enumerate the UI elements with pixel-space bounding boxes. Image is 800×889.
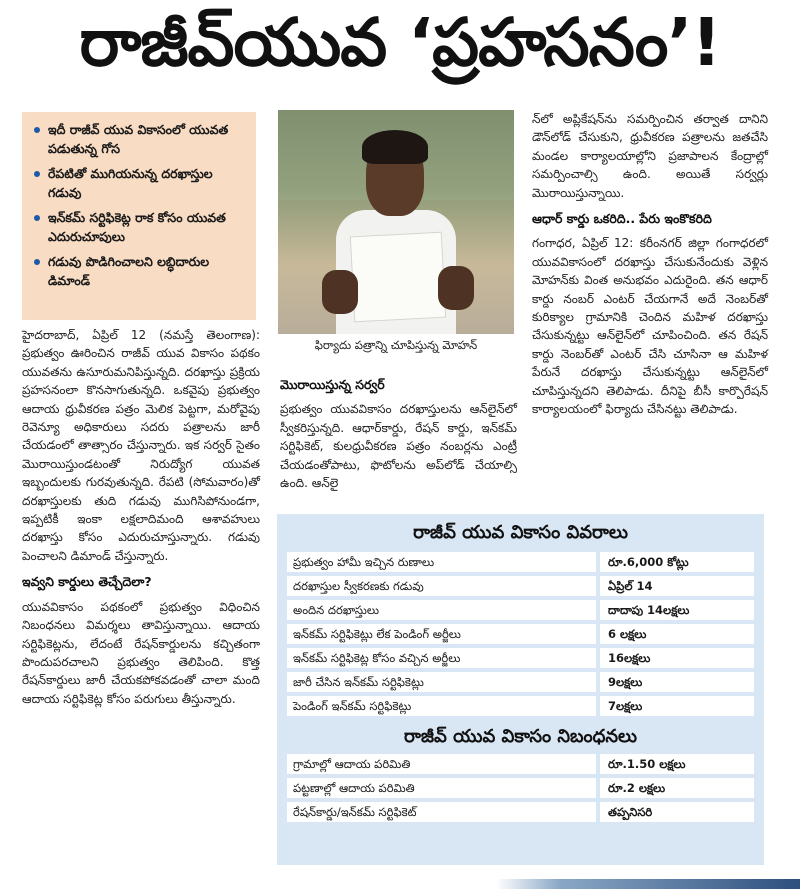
row-label: దరఖాస్తుల స్వీకరణకు గడువు xyxy=(287,576,600,596)
table-row xyxy=(287,624,754,644)
row-label: పెండింగ్ ఇన్‌కమ్ సర్టిఫికెట్లు xyxy=(287,696,600,716)
article-paragraph: గంగాధర, ఏప్రిల్ 12: కరీంనగర్ జిల్లా గంగాధరలో యువవికాసంలో దరఖాస్తు చేసుకునేందుకు వెళ్లిన మోహన్‌కు వింత అనుభవం ఎదురైంది. తన ఆధార్ కార్డు నంబర్ ఎంటర్ చేయగానే అదే నెంబర్‌తో కురిక్యాల గ్రామానికి చెందిన మహిళ దరఖాస్తు చేసుకున్నట్టు ఆన్‌లైన్‌లో చూపించింది. తన రేషన్ కార్డు నెంబర్‌తో ఎంటర్ చేసి చూసినా ఆ మహిళ పేరునే దరఖాస్తు చేసుకున్నట్టు ఆన్‌లైన్‌లో చూపిస్తున్నదని తెలిపాడు. దీనిపై బీసీ కార్పొరేషన్ కార్యాలయంలో ఫిర్యాదు చేసినట్టు తెలిపాడు. xyxy=(532,236,768,417)
article-column-3 xyxy=(532,110,768,419)
article-intro: హైదరాబాద్, ఏప్రిల్ 12 (నమస్తే తెలంగాణ): ప్రభుత్వం ఊరించిన రాజీవ్ యువ వికాసం పథకం యువతను ఉసూరుమనిపిస్తున్నది. దరఖాస్తు ప్రక్రియ ప్రహసనంలా కొనసాగుతున్నది. ఒకవైపు ప్రభుత్వం ఆదాయ ధ్రువీకరణ పత్రం మెలిక పెట్టగా, మరోవైపు రెవెన్యూ అధికారులు సదరు పత్రాలను జారీ చేయడంలో తాత్సారం చేస్తున్నారు. ఇక సర్వర్ సైతం మొరాయిస్తుండటంతో నిరుద్యోగ యువత ఇబ్బందులకు గురవుతున్నది. రేపటి (సోమవారం)తో దరఖాస్తులకు తుది గడువు ముగిసిపోనుండగా, ఇప్పటికీ ఇంకా లక్షలాదిమంది ఆశావహులు దరఖాస్తు కోసం ఎదురుచూస్తున్నారు. గడువు పెంచాలని డిమాండ్ చేస్తున్నారు. xyxy=(22,328,260,563)
highlights-box xyxy=(22,112,256,320)
row-value: 9లక్షలు xyxy=(608,675,643,689)
table-row xyxy=(287,754,754,774)
section-subhead: ఇవ్వని కార్డులు తెచ్చేదెలా? xyxy=(22,574,152,590)
article-column-2 xyxy=(280,368,517,492)
highlight-text: ఇన్‌కమ్ సర్టిఫికెట్ల రాక కోసం యువత ఎదురుచూపులు xyxy=(48,210,226,244)
highlight-text: ఇదీ రాజీవ్ యువ వికాసంలో యువత పడుతున్న గోస xyxy=(48,122,229,156)
highlight-text: గడువు పొడిగించాలని లబ్ధిదారుల డిమాండ్ xyxy=(48,254,210,288)
row-value: ఏప్రిల్ 14 xyxy=(608,579,653,593)
article-paragraph: యువవికాసం పథకంలో ప్రభుత్వం విధించిన నిబంధనలు విమర్శలు తావిస్తున్నాయి. ఆదాయ సర్టిఫికెట్లను, లేదంటే రేషన్‌కార్డులను కచ్చితంగా పొందుపరచాలని ప్రభుత్వం తెలిపింది. కొత్త రేషన్‌కార్డులు జారీ చేయకపోకవడంతో చాలా మంది ఆదాయ సర్టిఫికెట్ల కోసం పరుగులు తీస్తున్నారు. xyxy=(22,599,260,706)
headline: రాజీవ్‌యువ ‘ప్రహసనం’! xyxy=(79,3,721,81)
row-label: అందిన దరఖాస్తులు xyxy=(287,600,600,620)
bullet-dot-icon xyxy=(34,259,40,265)
article-column-1 xyxy=(22,326,260,708)
row-value: తప్పనిసరి xyxy=(608,805,653,819)
row-label: ప్రభుత్వం హామీ ఇచ్చిన రుణాలు xyxy=(287,552,600,572)
photo-complaint-paper xyxy=(350,232,446,323)
highlight-item xyxy=(34,164,248,202)
panel-title: రాజీవ్ యువ వికాసం వివరాలు xyxy=(413,522,628,543)
facts-panel xyxy=(277,514,764,865)
article-paragraph: ప్రభుత్వం యువవికాసం దరఖాస్తులను ఆన్‌లైన్‌లో స్వీకరిస్తున్నది. ఆధార్‌కార్డు, రేషన్ కార్డు, ఇన్‌కమ్ సర్టిఫికెట్, కులధ్రువీకరణ పత్రం నంబర్లను ఎంట్రీ చేయడంతోపాటు, ఫొటోలను అప్‌లోడ్ చేయాల్సి ఉంది. ఆన్‌లై xyxy=(280,402,517,491)
table-row xyxy=(287,778,754,798)
row-label: ఇన్‌కమ్ సర్టిఫికెట్లు లేక పెండింగ్ అర్జీలు xyxy=(287,624,600,644)
bottom-image-strip xyxy=(0,879,800,889)
photo-person-hair xyxy=(362,130,428,164)
row-label: రేషన్‌కార్డు/ఇన్‌కమ్ సర్టిఫికెట్ xyxy=(287,802,600,822)
row-label: గ్రామాల్లో ఆదాయ పరిమితి xyxy=(287,754,600,774)
table-row xyxy=(287,802,754,822)
highlight-item xyxy=(34,208,248,246)
table-row xyxy=(287,576,754,596)
bullet-dot-icon xyxy=(34,215,40,221)
photo-hand-left xyxy=(322,270,358,314)
section-subhead: మొరాయిస్తున్న సర్వర్ xyxy=(280,377,385,392)
row-value: 7లక్షలు xyxy=(608,699,643,713)
photo-caption: ఫిర్యాదు పత్రాన్ని చూపిస్తున్న మోహన్ xyxy=(314,338,478,352)
row-value: రూ.1.50 లక్షలు xyxy=(608,757,686,771)
highlight-item xyxy=(34,120,248,158)
highlight-text: రేపటితో ముగియనున్న దరఖాస్తుల గడువు xyxy=(48,166,213,200)
panel-title: రాజీవ్ యువ వికాసం నిబంధనలు xyxy=(404,726,637,747)
table-row xyxy=(287,552,754,572)
row-value: దాదాపు 14లక్షలు xyxy=(608,603,690,617)
row-value: రూ.2 లక్షలు xyxy=(608,781,666,795)
table-row xyxy=(287,696,754,716)
complainant-photo xyxy=(278,110,514,334)
article-paragraph: న్‌లో అప్లికేషన్‌ను సమర్పించిన తర్వాత దానిని డౌన్‌లోడ్ చేసుకుని, ధ్రువీకరణ పత్రాలను జతచేసి మండల కార్యాలయాల్లోని ప్రజాపాలన కేంద్రాల్లో సమర్పించాల్సి ఉంది. అయితే సర్వర్లు మొరాయిస్తున్నాయి. xyxy=(532,112,768,200)
row-value: 16లక్షలు xyxy=(608,651,651,665)
row-value: 6 లక్షలు xyxy=(608,627,647,641)
table-row xyxy=(287,600,754,620)
highlight-item xyxy=(34,252,248,290)
row-value: రూ.6,000 కోట్లు xyxy=(608,555,689,569)
bullet-dot-icon xyxy=(34,171,40,177)
table-row xyxy=(287,648,754,668)
photo-hand-right xyxy=(438,266,474,310)
row-label: జారీ చేసిన ఇన్‌కమ్ సర్టిఫికెట్లు xyxy=(287,672,600,692)
bullet-dot-icon xyxy=(34,127,40,133)
row-label: ఇన్‌కమ్ సర్టిఫికెట్ల కోసం వచ్చిన అర్జీలు xyxy=(287,648,600,668)
row-label: పట్టణాల్లో ఆదాయ పరిమితి xyxy=(287,778,600,798)
section-subhead: ఆధార్ కార్డు ఒకరిది.. పేరు ఇంకొకరిది xyxy=(532,211,712,227)
table-row xyxy=(287,672,754,692)
